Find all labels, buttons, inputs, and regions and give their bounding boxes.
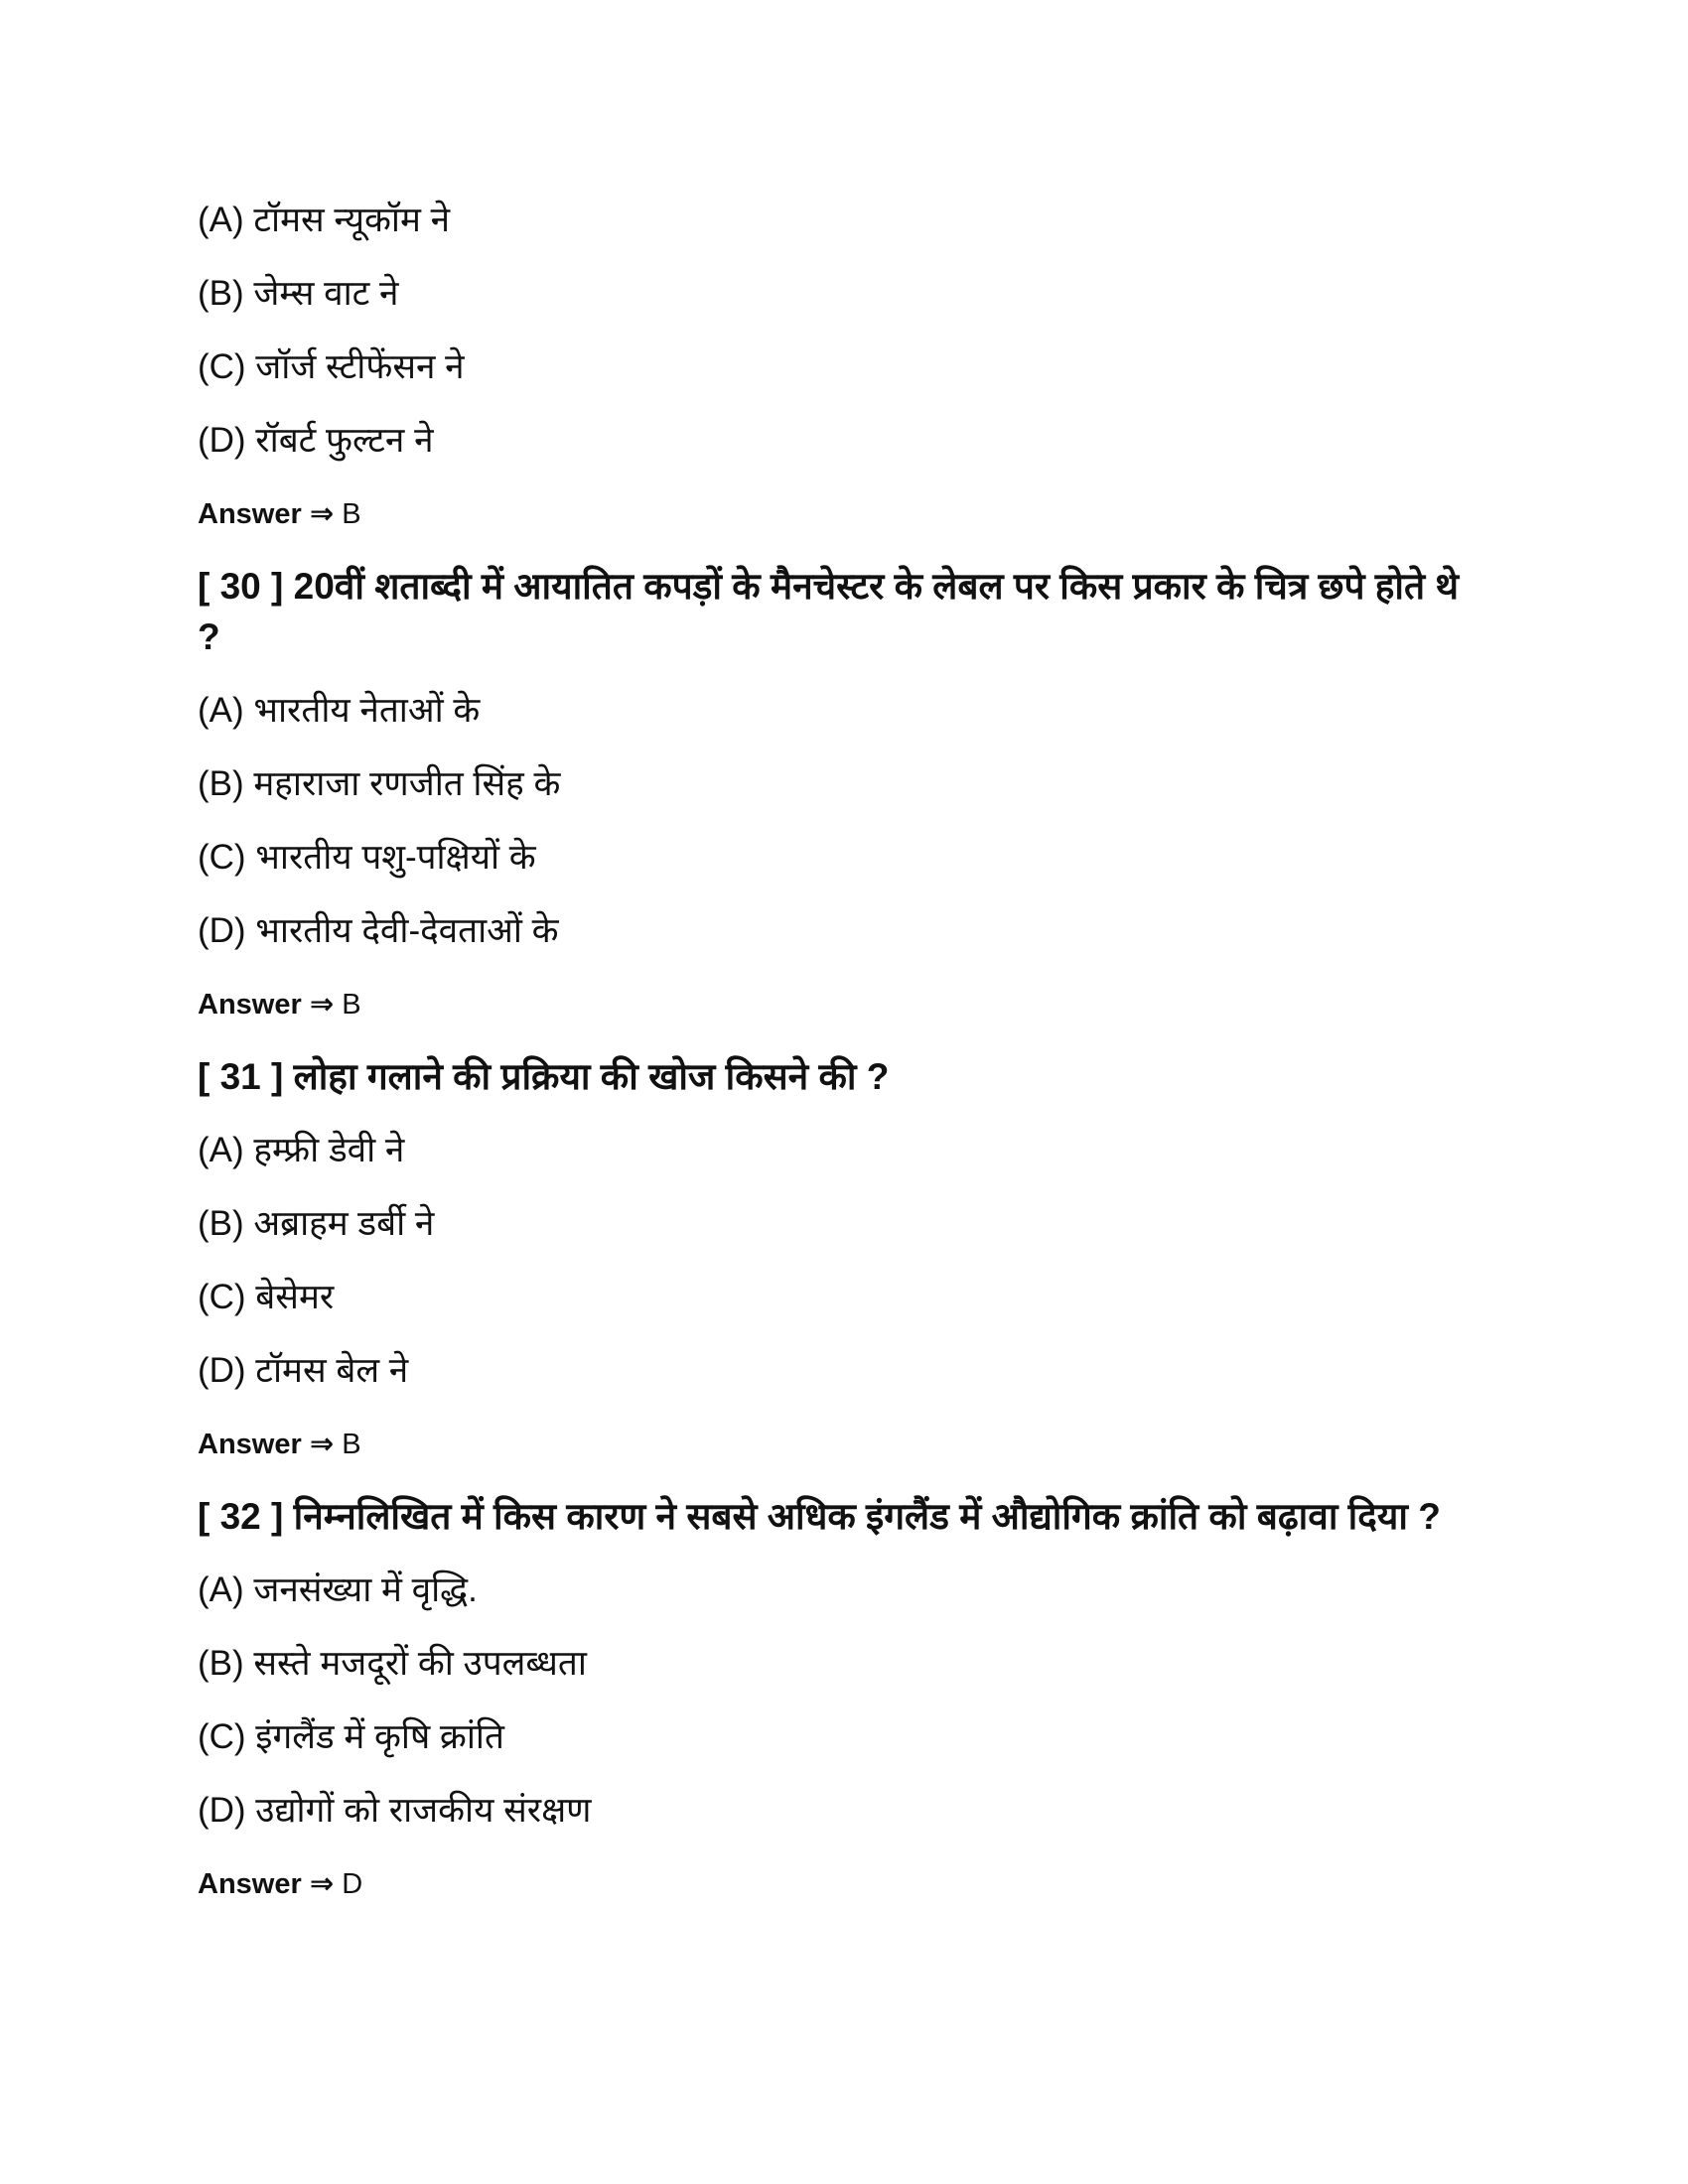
answer-value: B xyxy=(342,989,361,1021)
option-a: (A) भारतीय नेताओं के xyxy=(198,691,481,730)
answer-label: Answer ⇒ xyxy=(198,498,335,530)
question-block xyxy=(198,561,1488,1041)
option-c: (C) बेसेमर xyxy=(198,1278,335,1316)
option-c: (C) इंगलैंड में कृषि क्रांति xyxy=(198,1717,504,1756)
answer-line xyxy=(198,1847,1488,1921)
option-b: (B) अब्राहम डर्बी ने xyxy=(198,1204,435,1243)
answer-line xyxy=(198,478,1488,551)
option-d: (D) टॉमस बेल ने xyxy=(198,1351,409,1390)
answer-line xyxy=(198,1408,1488,1481)
question-block xyxy=(198,1051,1488,1481)
answer-value: D xyxy=(342,1868,363,1900)
answer-label: Answer ⇒ xyxy=(198,1868,335,1900)
option-d: (D) उद्योगों को राजकीय संरक्षण xyxy=(198,1791,592,1830)
option-b: (B) जेम्स वाट ने xyxy=(198,274,399,313)
option-d: (D) रॉबर्ट फुल्टन ने xyxy=(198,421,434,460)
answer-label: Answer ⇒ xyxy=(198,989,335,1021)
question-text: [ 30 ] 20वीं शताब्दी में आयातित कपड़ों के मैनचेस्टर के लेबल पर किस प्रकार के चित्र छपे होते थे ? xyxy=(198,566,1460,657)
answer-line xyxy=(198,968,1488,1041)
question-block xyxy=(198,1491,1488,1921)
option-a: (A) जनसंख्या में वृद्धि. xyxy=(198,1570,478,1609)
question-text: [ 32 ] निम्नलिखित में किस कारण ने सबसे अधिक इंगलैंड में औद्योगिक क्रांति को बढ़ावा दिया ? xyxy=(198,1496,1441,1537)
answer-value: B xyxy=(342,498,361,530)
document-page xyxy=(198,184,1488,1921)
answer-value: B xyxy=(342,1429,361,1460)
option-c: (C) जॉर्ज स्टीफेंसन ने xyxy=(198,347,465,386)
question-block xyxy=(198,184,1488,551)
option-a: (A) हम्फ्री डेवी ने xyxy=(198,1131,405,1169)
option-b: (B) महाराजा रणजीत सिंह के xyxy=(198,764,561,803)
question-text: [ 31 ] लोहा गलाने की प्रक्रिया की खोज किसने की ? xyxy=(198,1056,890,1097)
option-b: (B) सस्ते मजदूरों की उपलब्धता xyxy=(198,1644,587,1683)
option-d: (D) भारतीय देवी-देवताओं के xyxy=(198,911,559,950)
option-a: (A) टॉमस न्यूकॉम ने xyxy=(198,201,451,239)
option-c: (C) भारतीय पशु-पक्षियों के xyxy=(198,838,536,877)
answer-label: Answer ⇒ xyxy=(198,1429,335,1460)
